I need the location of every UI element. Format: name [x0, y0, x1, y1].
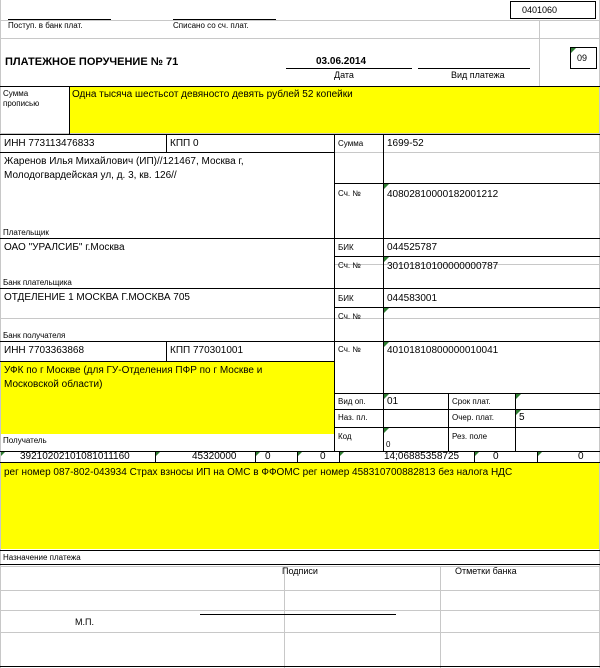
payee-name-line2: Московской области): [4, 379, 103, 390]
payee-label: Получатель: [3, 436, 47, 445]
payment-purpose-label: Назначение платежа: [3, 553, 81, 562]
document-date: 03.06.2014: [316, 56, 367, 67]
bank-marks-label: Отметки банка: [455, 566, 517, 576]
marker-icon: [298, 452, 302, 456]
payer-account-value: 40802810000182001212: [387, 189, 499, 200]
payer-bank-account-label: Сч. №: [338, 261, 361, 270]
tax-oktmo: 45320000: [192, 451, 237, 462]
payee-bank-account-label: Сч. №: [338, 312, 361, 321]
amount-in-words: Одна тысяча шестьсот девяносто девять рублей 52 копейки: [72, 89, 353, 100]
payer-account-label: Сч. №: [338, 189, 361, 198]
payer-label: Плательщик: [3, 228, 49, 237]
payer-bank-label: Банк плательщика: [3, 278, 72, 287]
code-label: Код: [338, 432, 352, 441]
tax-doc-date: 0: [493, 451, 499, 462]
payer-kpp: КПП 0: [170, 138, 199, 149]
tax-doc-number: 14;06885358725: [384, 451, 460, 462]
amount-words-label: Сумма: [3, 89, 29, 98]
priority-value: 5: [519, 412, 525, 423]
received-in-bank-label: Поступ. в банк плат.: [8, 21, 83, 30]
payee-account-label: Сч. №: [338, 345, 361, 354]
payer-bank-bik-label: БИК: [338, 243, 354, 252]
tax-basis: 0: [265, 451, 271, 462]
payee-bank-label: Банк получателя: [3, 331, 66, 340]
payer-bank-account: 30101810100000000787: [387, 261, 499, 272]
payment-type-label: Вид платежа: [451, 70, 505, 80]
payee-bank-bik: 044583001: [387, 293, 438, 304]
op-type-label: Вид оп.: [338, 397, 366, 406]
payee-inn: ИНН 7703363868: [4, 345, 85, 356]
signatures-label: Подписи: [282, 566, 318, 576]
amount-label: Сумма: [338, 139, 364, 148]
date-label: Дата: [334, 70, 354, 80]
payer-name-line2: Молодогвардейская ул, д. 3, кв. 126//: [4, 170, 177, 181]
marker-icon: [571, 48, 576, 53]
debited-from-account-label: Списано со сч. плат.: [173, 21, 249, 30]
payee-bank-name: ОТДЕЛЕНИЕ 1 МОСКВА Г.МОСКВА 705: [4, 292, 190, 303]
payee-name-line1: УФК по г Москве (для ГУ-Отделения ПФР по г Москве и: [4, 365, 263, 376]
marker-icon: [384, 428, 389, 433]
marker-icon: [256, 452, 260, 456]
op-type-value: 01: [387, 396, 399, 407]
payer-name-line1: Жаренов Илья Михайлович (ИП)//121467, Москва г,: [4, 156, 244, 167]
marker-icon: [384, 308, 389, 313]
payer-bank-name: ОАО "УРАЛСИБ" г.Москва: [4, 242, 125, 253]
tax-payment-type: 0: [578, 451, 584, 462]
reserve-field-label: Рез. поле: [452, 432, 488, 441]
priority-label: Очер. плат.: [452, 413, 495, 422]
form-code: 0401060: [522, 5, 558, 15]
due-date-label: Срок плат.: [452, 397, 491, 406]
payer-inn: ИНН 773113476833: [4, 138, 95, 149]
marker-icon: [516, 394, 521, 399]
amount-words-label-2: прописью: [3, 99, 40, 108]
marker-icon: [156, 452, 160, 456]
document-title: ПЛАТЕЖНОЕ ПОРУЧЕНИЕ № 71: [5, 56, 179, 68]
marker-icon: [340, 452, 344, 456]
purpose-code-label: Наз. пл.: [338, 413, 368, 422]
payer-bank-bik: 044525787: [387, 242, 438, 253]
payee-kpp: КПП 770301001: [170, 345, 244, 356]
amount-value: 1699-52: [387, 138, 424, 149]
tax-kbk: 39210202101081011160: [20, 451, 130, 462]
code-value: 0: [386, 440, 391, 449]
tax-period: 0: [320, 451, 326, 462]
status-code: 09: [577, 53, 588, 63]
payment-purpose-text: рег номер 087-802-043934 Страх взносы ИП на ОМС в ФФОМС рег номер 458310700882813 без налога НДС: [4, 467, 513, 478]
payee-bank-bik-label: БИК: [338, 294, 354, 303]
marker-icon: [1, 452, 5, 456]
stamp-label: М.П.: [75, 617, 94, 627]
marker-icon: [538, 452, 542, 456]
marker-icon: [475, 452, 479, 456]
payee-account-value: 40101810800000010041: [387, 345, 499, 356]
